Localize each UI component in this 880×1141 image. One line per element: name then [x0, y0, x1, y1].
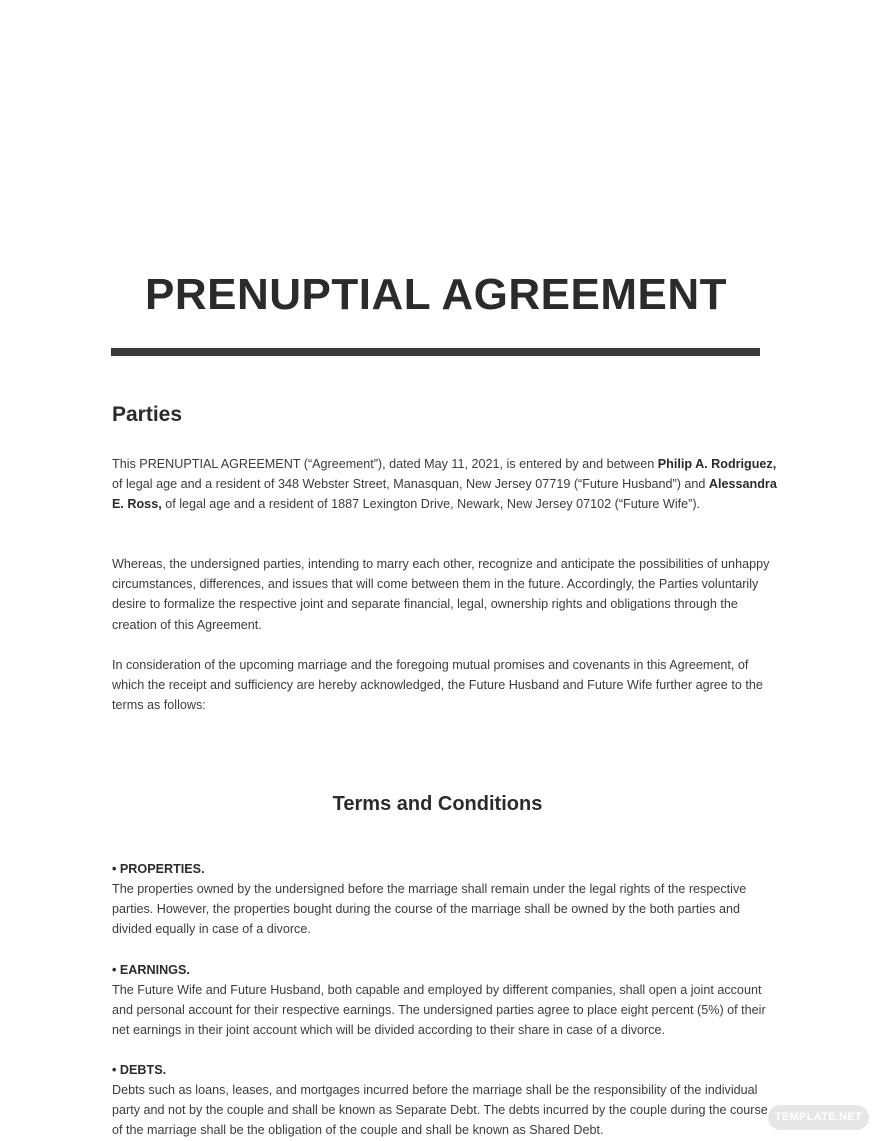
term-debts-text: Debts such as loans, leases, and mortgages incurred before the marriage shall be the responsibility of the individual party and not by the couple and shall be known as Separate Debt. The debts incurred by the couple during the course of the marriage shall be the obligation of the couple and shall be known as Shared Debt. — [112, 1083, 768, 1138]
term-earnings-heading: • EARNINGS. — [112, 963, 190, 977]
title-divider — [111, 348, 760, 356]
term-earnings-text: The Future Wife and Future Husband, both capable and employed by different companies, shall open a joint account and personal account for their respective earnings. The undersigned parties agree to place eight percent (5%) of their net earnings in their joint account which will be divided according to their share in case of a divorce. — [112, 983, 766, 1038]
parties-heading: Parties — [112, 403, 183, 426]
whereas-paragraph: Whereas, the undersigned parties, intending to marry each other, recognize and anticipate the possibilities of unhappy circumstances, differences, and issues that will come between them in the future. Accordingly, the Parties voluntarily desire to formalize the respective joint and separate financial, legal, ownership rights and obligations through the creation of this Agreement. — [112, 557, 770, 632]
consideration-paragraph: In consideration of the upcoming marriage and the foregoing mutual promises and covenants in this Agreement, of which the receipt and sufficiency are hereby acknowledged, the Future Husband and Future Wife further agree to the terms as follows: — [112, 658, 763, 713]
husband-name: Philip A. Rodriguez, — [657, 457, 777, 471]
term-properties-text: The properties owned by the undersigned before the marriage shall remain under the legal rights of the respective parties. However, the properties bought during the course of the marriage shall be owned by the both parties and divided equally in case of a divorce. — [112, 882, 747, 937]
parties-intro-paragraph — [112, 454, 777, 515]
intro-text-2: of legal age and a resident of 348 Webster Street, Manasquan, New Jersey 07719 (“Future Husband”) and — [112, 477, 709, 492]
term-debts-heading: • DEBTS. — [112, 1063, 167, 1077]
wife-name: Alessandra E. Ross, — [112, 477, 777, 512]
intro-text-1: This PRENUPTIAL AGREEMENT (“Agreement”), dated May 11, 2021, is entered by and between — [112, 457, 658, 471]
terms-heading: Terms and Conditions — [332, 793, 543, 815]
watermark-badge: TEMPLATE.NET — [768, 1105, 869, 1130]
intro-text-3: of legal age and a resident of 1887 Lexington Drive, Newark, New Jersey 07102 (“Future Wife”). — [161, 497, 701, 512]
term-properties-heading: • PROPERTIES. — [112, 862, 205, 876]
document-title: PRENUPTIAL AGREEMENT — [144, 270, 728, 319]
